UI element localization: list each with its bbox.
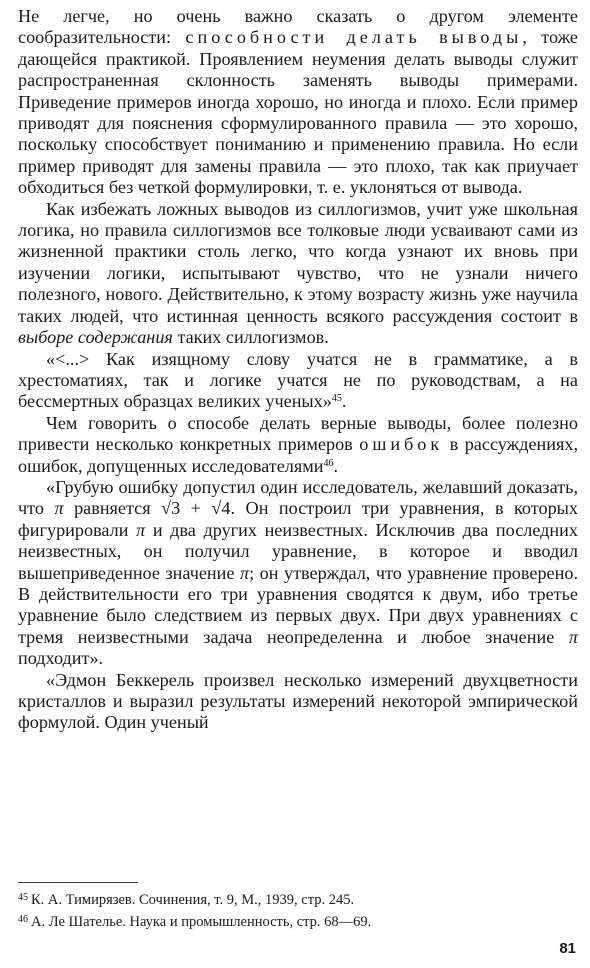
text-span: «Эдмон Беккерель произвел несколько измерений двухцветности кристаллов и выразил результаты измерений некоторой эмпирической формулой. Один ученый [18,669,578,733]
pi-symbol: π [136,519,146,540]
footnote-text: К. А. Тимирязев. Сочинения, т. 9, М., 1939, стр. 245. [31,892,355,908]
footnote-ref[interactable]: 46 [323,457,334,469]
text-span: ; он утверждал, что уравнение проверено. В действительности его три уравнения сводятся к двум, ибо третье уравнение было следствием из первых двух. При двух уравнениях с тремя неизвестными задача неопределенна и любое значение [18,562,578,647]
paragraph-2 [18,199,578,349]
text-span: подходит». [18,648,104,669]
paragraph-1 [18,6,578,199]
text-span: Не легче, но очень важно сказать о другом элементе сообразительности: [18,6,578,48]
footnote-46 [18,910,578,932]
text-span: Как избежать ложных выводов из силлогизмов, учит уже школьная логика, но правила силлогизмов все толковые люди усваивают сами из жизненной практики столь легко, что когда узнают их вновь при изучении логики, испытывают чувство, что не узнали ничего полезного, нового. Действительно, к этому возрасту жизнь уже научила таких людей, что истинная ценность всякого рассуждения состоит в [18,198,578,326]
italic-emphasis: выборе содержания [18,327,173,348]
footnote-text: А. Ле Шателье. Наука и промышленность, стр. 68—69. [31,914,372,930]
footnote-divider [18,882,138,883]
text-span: и два других неизвестных. Исключив два последних неизвестных, он получил уравнение, в которое и вводил вышеприведенное значение [18,519,578,583]
paragraph-5-quote [18,477,578,670]
text-span: «Грубую ошибку допустил один исследователь, желавший доказать, что [18,476,578,519]
body-text [18,6,578,734]
footnote-marker: 46 [18,914,28,925]
footnote-45 [18,888,578,910]
spaced-emphasis: способности делать выводы [185,27,523,48]
footnote-marker: 45 [18,892,28,903]
footnotes [18,888,578,932]
paragraph-3-quote: «<...> Как изящному слову учатся не в грамматике, а в хрестоматиях, так и логике учатся не по руководствам, а на бессмертных образцах великих ученых»$^{45}$. [18,348,578,412]
text-span: , тоже дающейся практикой. Проявлением неумения делать выводы служит распространенная склонность заменять выводы примерами. Приведение примеров иногда хорошо, но иногда и плохо. Если пример приводят для пояснения сформулированного правила — это хорошо, поскольку способствует пониманию и применению правила. Но если пример приводят для замены правила — это плохо, так как приучает обходиться без четкой формулировки, т. е. уклоняться от вывода. [18,27,578,198]
page-number: 81 [559,940,576,957]
text-span: таких силлогизмов. [172,327,329,348]
paragraph-6-quote [18,670,578,734]
text-span: Чем говорить о способе делать верные выводы, более полезно привести несколько конкретных примеров [18,412,578,455]
text-span: «<...> Как изящному слову учатся не в грамматике, а в хрестоматиях, так и логике учатся не по руководствам, а на бессмертных образцах великих ученых» [18,348,578,412]
spaced-emphasis: ошибок [359,434,444,455]
formula: √3 + √4 [161,498,231,519]
paragraph-4: Чем говорить о способе делать верные выводы, более полезно привести несколько конкретных примеров ошибок в рассуждениях, ошибок, допущенных исследователями$^{46}$. [18,412,578,476]
pi-symbol: π [568,626,578,647]
text-span: в рассуждениях, ошибок, допущенных исследователями [18,434,578,476]
text-span: равняется [63,498,162,519]
footnote-ref[interactable]: 45 [331,393,342,405]
text-span: . Он построил три уравнения, в которых фигурировали [18,498,578,540]
pi-symbol: π [54,498,64,519]
pi-symbol: π [239,562,250,583]
